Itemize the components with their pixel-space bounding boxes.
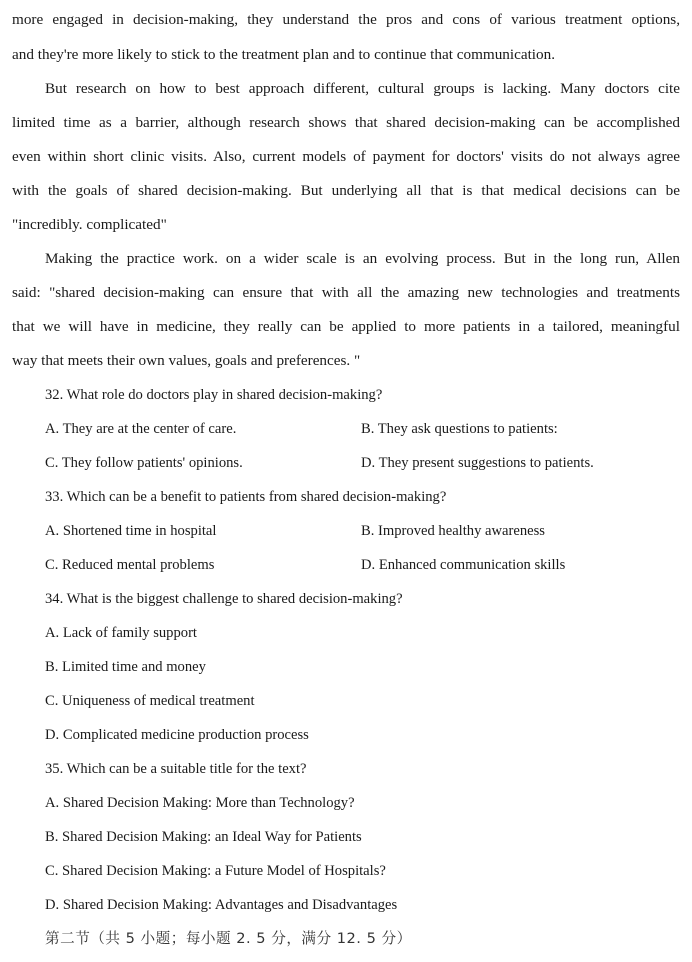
- passage-line: limited time as a barrier, although research shows that shared decision-making can be accomplished: [12, 114, 680, 131]
- question-32-option-a[interactable]: A. They are at the center of care.: [45, 421, 237, 437]
- question-32-option-c[interactable]: C. They follow patients' opinions.: [45, 455, 243, 471]
- question-33-stem: 33. Which can be a benefit to patients from shared decision-making?: [45, 489, 447, 505]
- question-35-stem: 35. Which can be a suitable title for the text?: [45, 761, 307, 777]
- question-34-option-b[interactable]: B. Limited time and money: [45, 659, 206, 675]
- question-33-option-a[interactable]: A. Shortened time in hospital: [45, 523, 217, 539]
- question-33-option-d[interactable]: D. Enhanced communication skills: [361, 557, 566, 573]
- passage-paragraph-start: Making the practice work. on a wider scale is an evolving process. But in the long run, Allen: [45, 250, 680, 267]
- passage-line: said: "shared decision-making can ensure that with all the amazing new technologies and treatments: [12, 284, 680, 301]
- passage-line: more engaged in decision-making, they understand the pros and cons of various treatment options,: [12, 11, 680, 28]
- question-34-option-c[interactable]: C. Uniqueness of medical treatment: [45, 693, 255, 709]
- question-33-option-c[interactable]: C. Reduced mental problems: [45, 557, 215, 573]
- passage-line: way that meets their own values, goals and preferences. ": [12, 352, 361, 369]
- question-35-option-b[interactable]: B. Shared Decision Making: an Ideal Way for Patients: [45, 829, 362, 845]
- passage-line: that we will have in medicine, they really can be applied to more patients in a tailored, meaningful: [12, 318, 680, 335]
- question-32-option-d[interactable]: D. They present suggestions to patients.: [361, 455, 594, 471]
- question-34-option-a[interactable]: A. Lack of family support: [45, 625, 197, 641]
- question-34-option-d[interactable]: D. Complicated medicine production process: [45, 727, 309, 743]
- section-heading: 第二节（共 5 小题；每小题 2. 5 分，满分 12. 5 分）: [45, 930, 412, 947]
- passage-line: even within short clinic visits. Also, current models of payment for doctors' visits do not always agree: [12, 148, 680, 165]
- question-35-option-d[interactable]: D. Shared Decision Making: Advantages and Disadvantages: [45, 897, 398, 913]
- question-32-stem: 32. What role do doctors play in shared decision-making?: [45, 387, 383, 403]
- question-35-option-a[interactable]: A. Shared Decision Making: More than Technology?: [45, 795, 355, 811]
- question-34-stem: 34. What is the biggest challenge to shared decision-making?: [45, 591, 403, 607]
- passage-line: "incredibly. complicated": [12, 216, 167, 233]
- question-35-option-c[interactable]: C. Shared Decision Making: a Future Model of Hospitals?: [45, 863, 386, 879]
- question-32-option-b[interactable]: B. They ask questions to patients:: [361, 421, 558, 437]
- passage-paragraph-start: But research on how to best approach different, cultural groups is lacking. Many doctors cite: [45, 80, 680, 97]
- passage-line: and they're more likely to stick to the treatment plan and to continue that communication.: [12, 46, 556, 63]
- passage-line: with the goals of shared decision-making. But underlying all that is that medical decisions can be: [12, 182, 680, 199]
- question-33-option-b[interactable]: B. Improved healthy awareness: [361, 523, 545, 539]
